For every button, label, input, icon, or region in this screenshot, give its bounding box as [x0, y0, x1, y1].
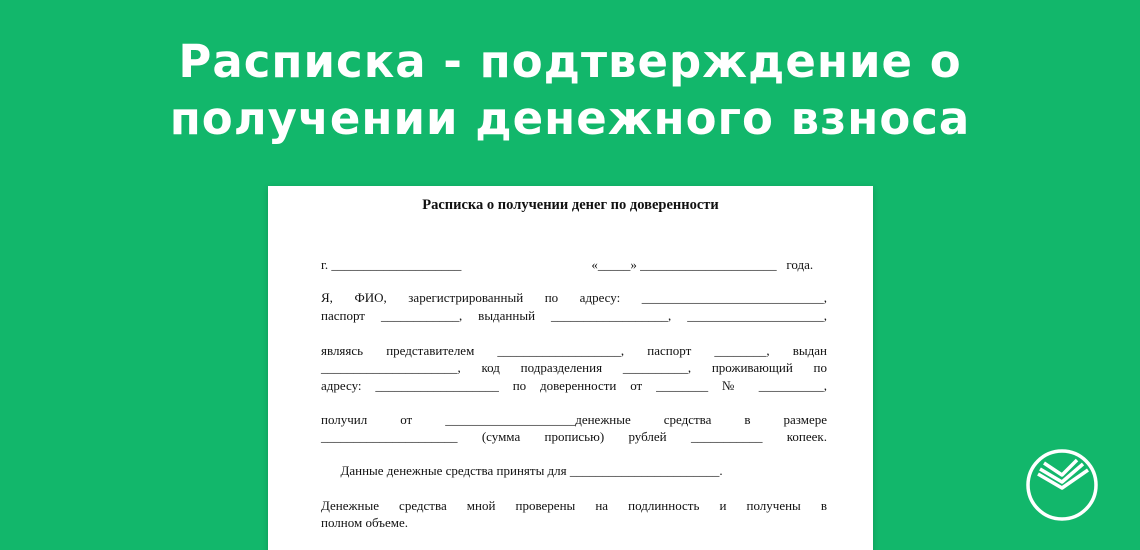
banner-title — [0, 33, 1140, 147]
document-line-city-date: г. ____________________ «_____» _____________________ года. — [321, 257, 814, 272]
document-line: паспорт ____________, выданный __________________, _____________________, — [321, 308, 827, 323]
document-line: Я, ФИО, зарегистрированный по адресу: ____________________________, — [321, 290, 827, 305]
sberbank-logo-icon — [1024, 447, 1100, 523]
document-line: _____________________ (сумма прописью) рублей ___________ копеек. — [321, 429, 827, 444]
receipt-document — [268, 186, 873, 550]
document-line: являясь представителем ___________________, паспорт ________, выдан — [321, 343, 827, 358]
document-line: адресу: ___________________ по доверенности от ________ № __________, — [321, 378, 827, 393]
banner-title-line-2: получении денежного взноса — [169, 92, 971, 145]
document-line: получил от ____________________денежные средства в размере — [321, 412, 827, 427]
document-line: _____________________, код подразделения __________, проживающий по — [321, 360, 827, 375]
document-line: Данные денежные средства приняты для _______________________. — [321, 463, 723, 478]
document-line: полном объеме. — [321, 515, 408, 530]
banner-title-line-1: Расписка - подтверждение о — [178, 35, 962, 88]
document-title: Расписка о получении денег по доверенности — [422, 197, 719, 213]
document-line: Денежные средства мной проверены на подлинность и получены в — [321, 498, 827, 513]
